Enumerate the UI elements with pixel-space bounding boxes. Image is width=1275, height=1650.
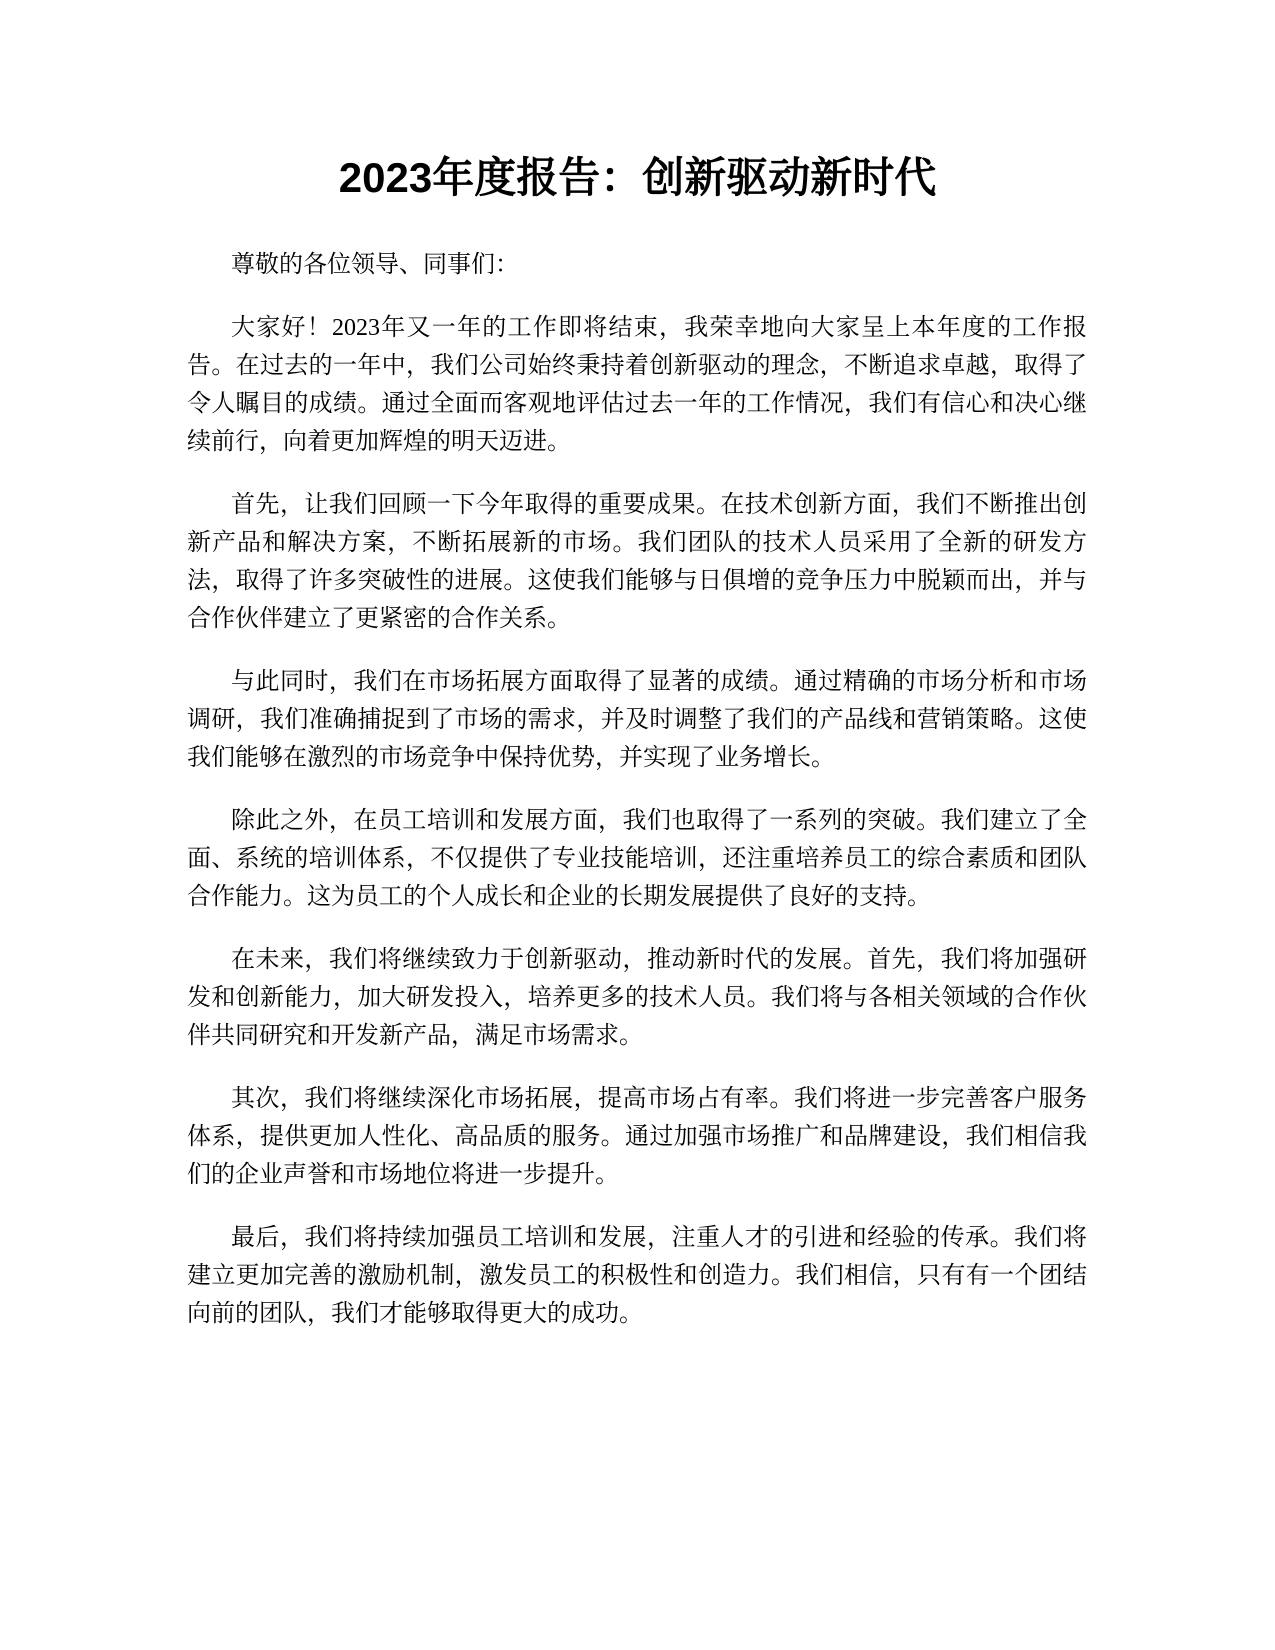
paragraph-market-expansion: 与此同时，我们在市场拓展方面取得了显著的成绩。通过精确的市场分析和市场调研，我们准确捕捉到了市场的需求，并及时调整了我们的产品线和营销策略。这使我们能够在激烈的市场竞争中保持优势，并实现了业务增长。 [187,669,1087,771]
paragraph-opening: 大家好！2023年又一年的工作即将结束，我荣幸地向大家呈上本年度的工作报告。在过去的一年中，我们公司始终秉持着创新驱动的理念，不断追求卓越，取得了令人瞩目的成绩。通过全面而客观地评估过去一年的工作情况，我们有信心和决心继续前行，向着更加辉煌的明天迈进。 [187,315,1087,455]
paragraph-future-market: 其次，我们将继续深化市场拓展，提高市场占有率。我们将进一步完善客户服务体系，提供更加人性化、高品质的服务。通过加强市场推广和品牌建设，我们相信我们的企业声誉和市场地位将进一步提升。 [187,1086,1087,1188]
paragraph-future-innovation: 在未来，我们将继续致力于创新驱动，推动新时代的发展。首先，我们将加强研发和创新能力，加大研发投入，培养更多的技术人员。我们将与各相关领域的合作伙伴共同研究和开发新产品，满足市场需求。 [187,947,1087,1049]
paragraph-future-team: 最后，我们将持续加强员工培训和发展，注重人才的引进和经验的传承。我们将建立更加完善的激励机制，激发员工的积极性和创造力。我们相信，只有有一个团结向前的团队，我们才能够取得更大的成功。 [187,1225,1087,1327]
document-body [187,246,1087,1358]
greeting-line: 尊敬的各位领导、同事们： [231,252,519,278]
paragraph-achievements: 首先，让我们回顾一下今年取得的重要成果。在技术创新方面，我们不断推出创新产品和解决方案，不断拓展新的市场。我们团队的技术人员采用了全新的研发方法，取得了许多突破性的进展。这使我们能够与日俱增的竞争压力中脱颖而出，并与合作伙伴建立了更紧密的合作关系。 [187,492,1087,632]
paragraph-employee-training: 除此之外，在员工培训和发展方面，我们也取得了一系列的突破。我们建立了全面、系统的培训体系，不仅提供了专业技能培训，还注重培养员工的综合素质和团队合作能力。这为员工的个人成长和企业的长期发展提供了良好的支持。 [187,808,1087,910]
document-title: 2023年度报告：创新驱动新时代 [338,154,937,201]
